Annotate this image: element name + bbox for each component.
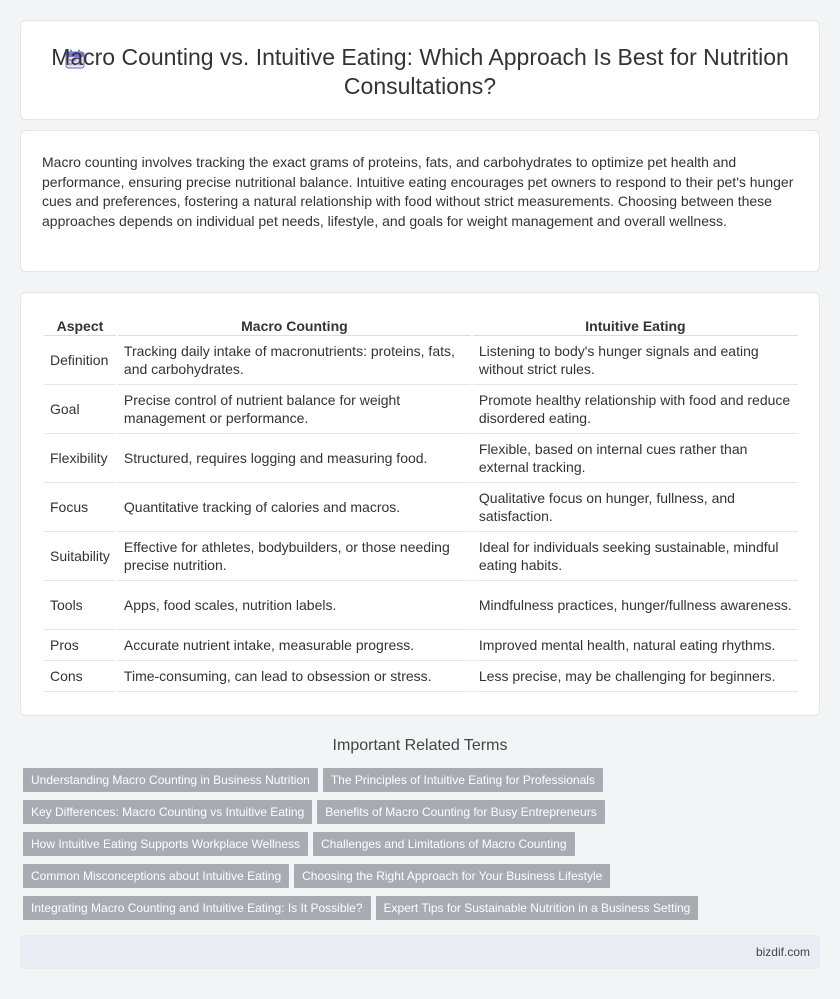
aspect-cell: Cons (44, 661, 116, 692)
comparison-card (20, 292, 820, 716)
table-row (44, 661, 798, 692)
header-card (20, 20, 820, 120)
table-row (44, 385, 798, 434)
footer (20, 935, 820, 969)
related-term-link[interactable]: Understanding Macro Counting in Business Nutrition (23, 768, 318, 792)
table-row (44, 336, 798, 385)
aspect-cell: Flexibility (44, 434, 116, 483)
related-term-link[interactable]: Key Differences: Macro Counting vs Intuitive Eating (23, 800, 312, 824)
column-header-macro-counting: Macro Counting (118, 314, 471, 336)
column-header-intuitive-eating: Intuitive Eating (473, 314, 798, 336)
related-term-link[interactable]: Expert Tips for Sustainable Nutrition in a Business Setting (376, 896, 699, 920)
related-term-link[interactable]: Common Misconceptions about Intuitive Eating (23, 864, 289, 888)
intuitive-cell: Mindfulness practices, hunger/fullness awareness. (473, 581, 798, 630)
table-row (44, 581, 798, 630)
intuitive-cell: Listening to body's hunger signals and eating without strict rules. (473, 336, 798, 385)
table-row (44, 532, 798, 581)
footer-site-link[interactable]: bizdif.com (755, 945, 810, 959)
aspect-cell: Pros (44, 630, 116, 661)
table-row (44, 483, 798, 532)
table-header-row (44, 314, 798, 336)
related-terms-list (23, 768, 823, 928)
column-header-aspect: Aspect (44, 314, 116, 336)
related-terms-heading: Important Related Terms (332, 737, 508, 754)
macro-cell: Accurate nutrient intake, measurable progress. (118, 630, 471, 661)
macro-cell: Quantitative tracking of calories and macros. (118, 483, 471, 532)
related-term-link[interactable]: Challenges and Limitations of Macro Counting (313, 832, 574, 856)
macro-cell: Structured, requires logging and measuring food. (118, 434, 471, 483)
intuitive-cell: Promote healthy relationship with food and reduce disordered eating. (473, 385, 798, 434)
table-row (44, 630, 798, 661)
macro-cell: Tracking daily intake of macronutrients: proteins, fats, and carbohydrates. (118, 336, 471, 385)
aspect-cell: Suitability (44, 532, 116, 581)
intuitive-cell: Less precise, may be challenging for beginners. (473, 661, 798, 692)
intuitive-cell: Qualitative focus on hunger, fullness, and satisfaction. (473, 483, 798, 532)
related-term-link[interactable]: Choosing the Right Approach for Your Business Lifestyle (294, 864, 610, 888)
aspect-cell: Goal (44, 385, 116, 434)
aspect-cell: Definition (44, 336, 116, 385)
comparison-table (42, 314, 800, 692)
intro-card (20, 130, 820, 272)
macro-cell: Effective for athletes, bodybuilders, or those needing precise nutrition. (118, 532, 471, 581)
macro-cell: Time-consuming, can lead to obsession or stress. (118, 661, 471, 692)
intuitive-cell: Flexible, based on internal cues rather than external tracking. (473, 434, 798, 483)
macro-cell: Apps, food scales, nutrition labels. (118, 581, 471, 630)
related-term-link[interactable]: Benefits of Macro Counting for Busy Entrepreneurs (317, 800, 604, 824)
intuitive-cell: Improved mental health, natural eating rhythms. (473, 630, 798, 661)
aspect-cell: Tools (44, 581, 116, 630)
page-title: Macro Counting vs. Intuitive Eating: Which Approach Is Best for Nutrition Consultations? (51, 44, 789, 99)
macro-cell: Precise control of nutrient balance for weight management or performance. (118, 385, 471, 434)
related-term-link[interactable]: Integrating Macro Counting and Intuitive Eating: Is It Possible? (23, 896, 371, 920)
related-term-link[interactable]: The Principles of Intuitive Eating for Professionals (323, 768, 603, 792)
table-row (44, 434, 798, 483)
related-term-link[interactable]: How Intuitive Eating Supports Workplace Wellness (23, 832, 308, 856)
aspect-cell: Focus (44, 483, 116, 532)
intuitive-cell: Ideal for individuals seeking sustainable, mindful eating habits. (473, 532, 798, 581)
intro-paragraph: Macro counting involves tracking the exact grams of proteins, fats, and carbohydrates to optimize pet health and performance, ensuring precise nutritional balance. Intuitive eating encourages pet owners to respond to their pet's hunger cues and preferences, fostering a natural relationship with food without strict measurements. Choosing between these approaches depends on individual pet needs, lifestyle, and goals for weight management and overall wellness. (42, 154, 794, 229)
